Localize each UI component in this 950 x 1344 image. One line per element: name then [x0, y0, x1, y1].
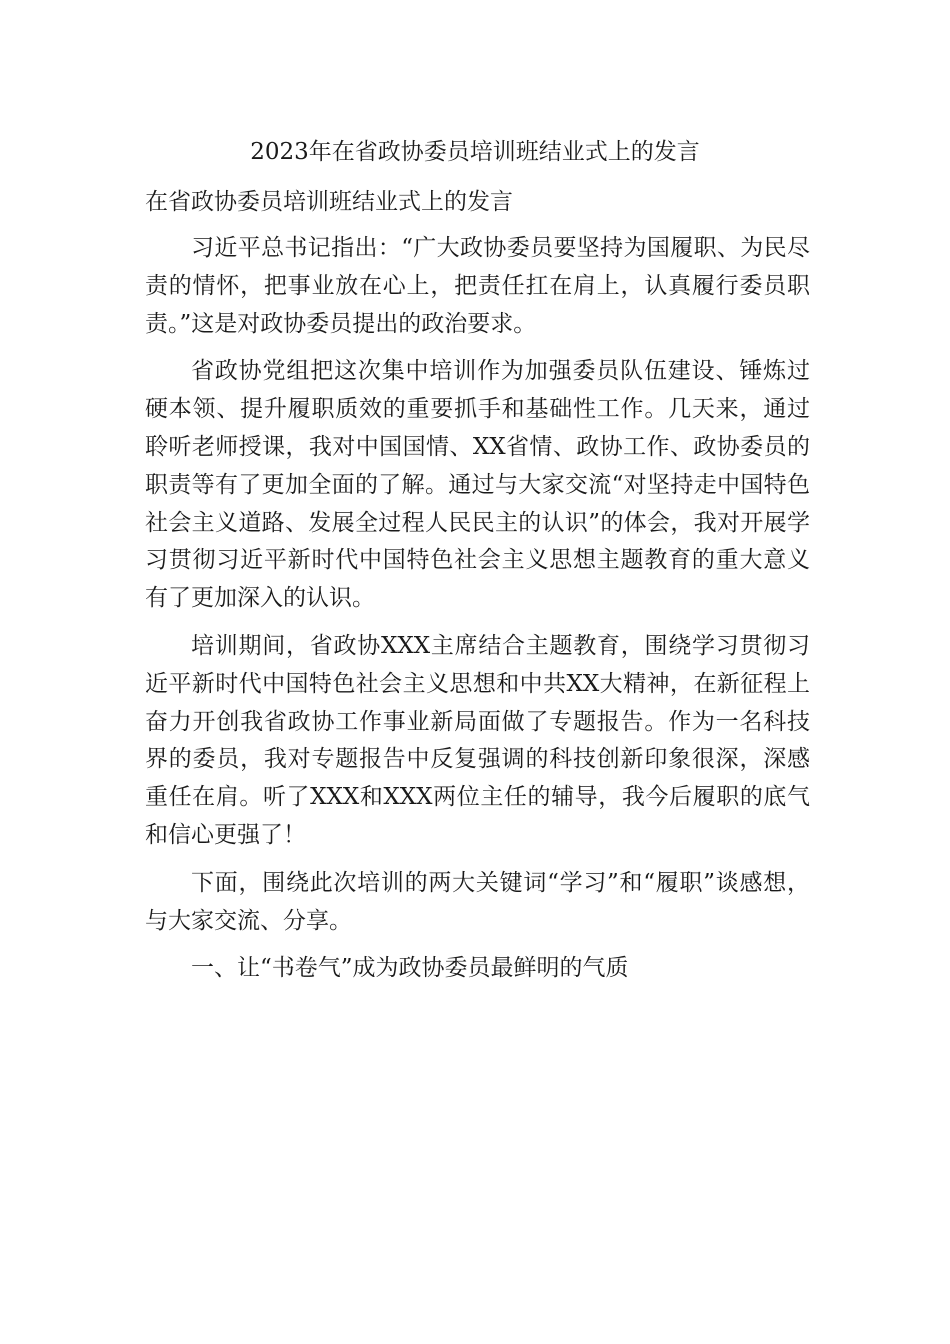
paragraph-4: 下面，围绕此次培训的两大关键词“学习”和“履职”谈感想，与大家交流、分享。 — [145, 869, 810, 934]
document-title: 2023年在省政协委员培训班结业式上的发言 — [250, 139, 700, 165]
section-heading-1: 一、让“书卷气”成为政协委员最鲜明的气质 — [191, 955, 629, 982]
paragraph-1: 习近平总书记指出：“广大政协委员要坚持为国履职、为民尽责的情怀，把事业放在心上，把责任扛在肩上，认真履行委员职责。”这是对政协委员提出的政治要求。 — [145, 235, 810, 337]
paragraph-3: 培训期间，省政协XXX主席结合主题教育，围绕学习贯彻习近平新时代中国特色社会主义思想和中共XX大精神，在新征程上奋力开创我省政协工作事业新局面做了专题报告。作为一名科技界的委员，我对专题报告中反复强调的科技创新印象很深，深感重任在肩。听了XXX和XXX两位主任的辅导，我今后履职的底气和信心更强了！ — [145, 632, 810, 848]
document-body — [145, 230, 810, 988]
document-subtitle: 在省政协委员培训班结业式上的发言 — [145, 189, 513, 215]
paragraph-2: 省政协党组把这次集中培训作为加强委员队伍建设、锤炼过硬本领、提升履职质效的重要抓手和基础性工作。几天来，通过聆听老师授课，我对中国国情、XX省情、政协工作、政协委员的职责等有了更加全面的了解。通过与大家交流“对坚持走中国特色社会主义道路、发展全过程人民民主的认识”的体会，我对开展学习贯彻习近平新时代中国特色社会主义思想主题教育的重大意义有了更加深入的认识。 — [145, 358, 810, 612]
